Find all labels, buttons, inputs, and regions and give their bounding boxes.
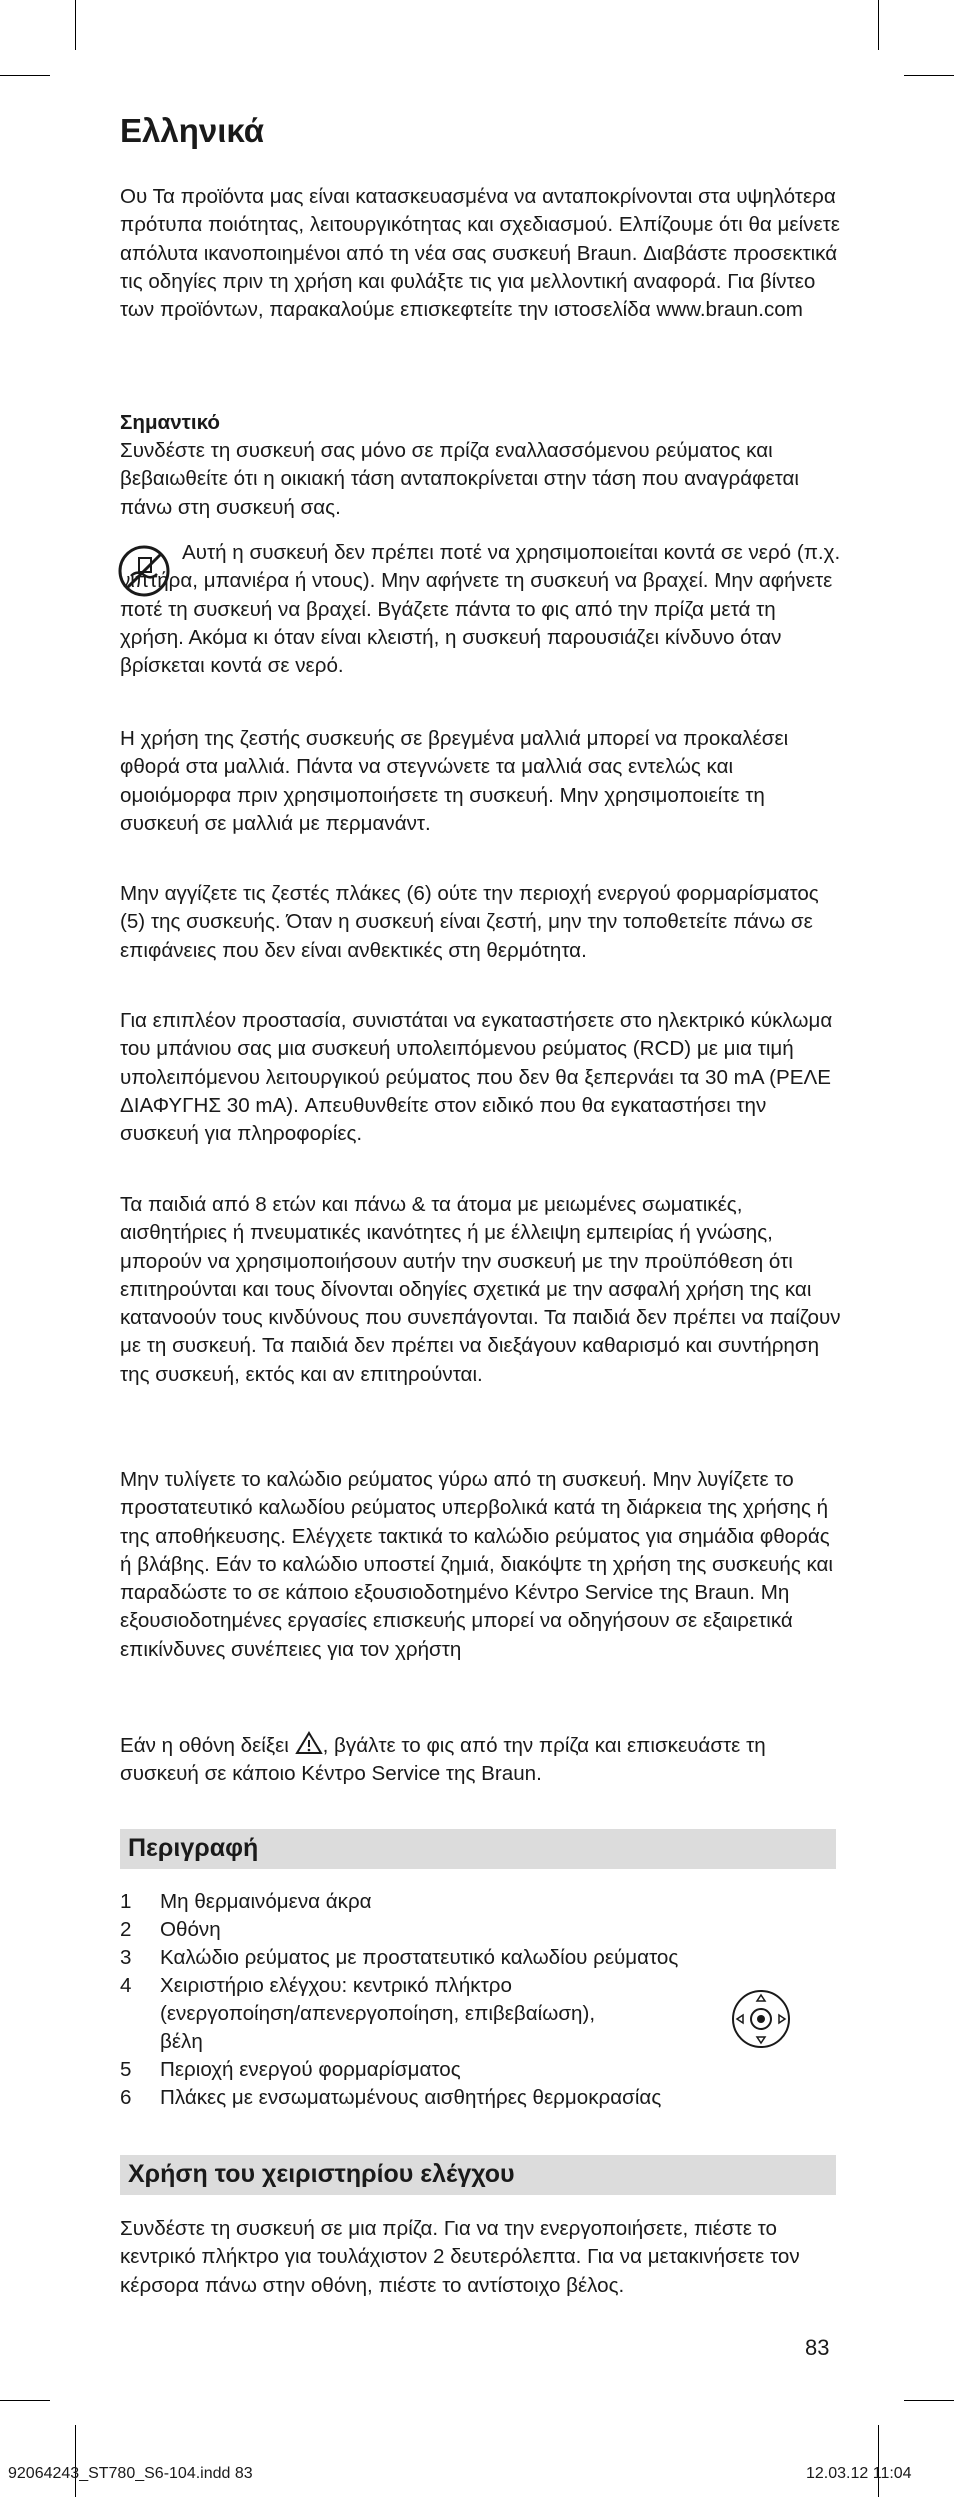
control-section-header bbox=[120, 2155, 836, 2195]
footer-date: 12.03.12 11:04 bbox=[806, 2465, 912, 2482]
item-number: 5 bbox=[120, 2058, 132, 2081]
display-warning-text-end: , βγάλτε το φις από την πρίζα και επισκευάστε τη συσκευή σε κάποιο Κέντρο Service της Braun. bbox=[120, 1734, 766, 1786]
item-text: (ενεργοποίηση/απενεργοποίηση, επιβεβαίωση), bbox=[160, 2002, 596, 2025]
display-warning-paragraph bbox=[120, 1731, 842, 1789]
crop-mark bbox=[878, 0, 879, 50]
control-heading: Χρήση του χειριστηρίου ελέγχου bbox=[128, 2160, 515, 2188]
crop-mark bbox=[0, 2400, 50, 2401]
crop-mark bbox=[75, 2425, 76, 2497]
crop-mark bbox=[904, 75, 954, 76]
item-text: Περιοχή ενεργού φορμαρίσματος bbox=[160, 2058, 461, 2081]
hot-plates-paragraph: Μην αγγίζετε τις ζεστές πλάκες (6) ούτε την περιοχή ενεργού φορμαρίσματος (5) της συσκευής. Όταν η συσκευή είναι ζεστή, μην την τοποθετείτε πάνω σε επιφάνειες που δεν είναι ανθεκτικές στη θερμότητα. bbox=[120, 882, 819, 962]
item-text: Πλάκες με ενσωματωμένους αισθητήρες θερμοκρασίας bbox=[160, 2086, 662, 2109]
page-number: 83 bbox=[805, 2335, 830, 2360]
description-heading: Περιγραφή bbox=[128, 1834, 259, 1862]
control-pad-icon bbox=[730, 1988, 792, 2050]
item-text: Καλώδιο ρεύματος με προστατευτικό καλωδίου ρεύματος bbox=[160, 1946, 679, 1969]
control-paragraph: Συνδέστε τη συσκευή σε μια πρίζα. Για να την ενεργοποιήσετε, πιέστε το κεντρικό πλήκτρο για τουλάχιστον 2 δευτερόλεπτα. Για να μετακινήσετε τον κέρσορα πάνω στην οθόνη, πιέστε το αντίστοιχο βέλος. bbox=[120, 2217, 800, 2297]
display-warning-text-start: Εάν η οθόνη δείξει bbox=[120, 1734, 289, 1757]
item-number: 3 bbox=[120, 1946, 132, 1969]
children-paragraph: Τα παιδιά από 8 ετών και πάνω & τα άτομα με μειωμένες σωματικές, αισθητήριες ή πνευματικές ικανότητες ή με έλλειψη εμπειρίας ή γνώσης, μπορούν να χρησιμοποιήσουν αυτήν την συσκευή με την προϋπόθεση ότι επιτηρούνται και τους δίνονται οδηγίες σχετικά με την ασφαλή χρήση της και κατανοούν τους κινδύνους που συνεπάγονται. Τα παιδιά δεν πρέπει να παίζουν με τη συσκευή. Τα παιδιά δεν πρέπει να διεξάγουν καθαρισμό και συντήρηση της συσκευή, εκτός και αν επιτηρούνται. bbox=[120, 1193, 841, 1386]
water-warning-paragraph: Αυτή η συσκευή δεν πρέπει ποτέ να χρησιμοποιείται κοντά σε νερό (π.χ. νιπτήρα, μπανιέρα ή ντους). Μην αφήνετε τη συσκευή να βραχεί. Μην αφήνετε ποτέ τη συσκευή να βραχεί. Βγάζετε πάντα το φις από την πρίζα μετά τη χρήση. Ακόμα κι όταν είναι κλειστή, η συσκευή παρουσιάζει κίνδυνο όταν βρίσκεται κοντά σε νερό. bbox=[120, 541, 841, 678]
crop-mark bbox=[904, 2400, 954, 2401]
cord-paragraph: Μην τυλίγετε το καλώδιο ρεύματος γύρω από τη συσκευή. Μην λυγίζετε το προστατευτικό καλωδίου ρεύματος υπερβολικά κατά τη διάρκεια της χρήσης ή της αποθήκευσης. Ελέγχετε τακτικά το καλώδιο ρεύματος για σημάδια φθοράς ή βλάβης. Εάν το καλώδιο υποστεί ζημιά, διακόψτε τη χρήση της συσκευής και παραδώστε το σε κάποιο εξουσιοδοτημένο Κέντρο Service της Braun. Μη εξουσιοδοτημένες εργασίες επισκευής μπορεί να οδηγήσουν σε εξαιρετικά επικίνδυνες συνέπειες για τον χρήστη bbox=[120, 1468, 834, 1661]
item-number: 6 bbox=[120, 2086, 132, 2109]
item-number: 1 bbox=[120, 1890, 132, 1913]
crop-mark bbox=[0, 75, 50, 76]
item-text: Μη θερμαινόμενα άκρα bbox=[160, 1890, 372, 1913]
item-number: 2 bbox=[120, 1918, 132, 1941]
item-number: 4 bbox=[120, 1974, 132, 1997]
item-text: Χειριστήριο ελέγχου: κεντρικό πλήκτρο bbox=[160, 1974, 512, 1997]
page-title: Ελληνικά bbox=[120, 112, 264, 149]
rcd-paragraph: Για επιπλέον προστασία, συνιστάται να εγκαταστήσετε στο ηλεκτρικό κύκλωμα του μπάνιου σας μια συσκευή υπολειπόμενου ρεύματος (RCD) με μια τιμή υπολειπόμενου λειτουργικού ρεύματος που δεν θα ξεπερνάει τα 30 mA (ΡΕΛΕ ΔΙΑΦΥΓΗΣ 30 mA). Απευθυνθείτε στον ειδικό που θα εγκαταστήσει την συσκευή για πληροφορίες. bbox=[120, 1009, 833, 1146]
crop-mark bbox=[75, 0, 76, 50]
wet-hair-paragraph: Η χρήση της ζεστής συσκευής σε βρεγμένα μαλλιά μπορεί να προκαλέσει φθορά στα μαλλιά. Πάντα να στεγνώνετε τα μαλλιά σας εντελώς και ομοιόμορφα πριν χρησιμοποιήσετε τη συσκευή. Μην χρησιμοποιείτε τη συσκευή σε μαλλιά με περμανάντ. bbox=[120, 727, 789, 835]
important-heading: Σημαντικό bbox=[120, 411, 220, 434]
description-section-header bbox=[120, 1829, 836, 1869]
item-text: Οθόνη bbox=[160, 1918, 221, 1941]
crop-mark bbox=[878, 2425, 879, 2497]
important-paragraph: Συνδέστε τη συσκευή σας μόνο σε πρίζα εναλλασσόμενου ρεύματος και βεβαιωθείτε ότι η οικιακή τάση ανταποκρίνεται στην τάση που αναγράφεται πάνω στη συσκευή σας. bbox=[120, 439, 799, 519]
footer-file-info: 92064243_ST780_S6-104.indd 83 bbox=[8, 2465, 253, 2482]
intro-paragraph: Ου Τα προϊόντα μας είναι κατασκευασμένα να ανταποκρίνονται στα υψηλότερα πρότυπα ποιότητας, λειτουργικότητας και σχεδιασμού. Ελπίζουμε ότι θα μείνετε απόλυτα ικανοποιημένοι από τη νέα σας συσκευή Braun. Διαβάστε προσεκτικά τις οδηγίες πριν τη χρήση και φυλάξτε τις για μελλοντική αναφορά. Για βίντεο των προϊόντων, παρακαλούμε επισκεφτείτε την ιστοσελίδα www.braun.com bbox=[120, 185, 840, 322]
item-text: βέλη bbox=[160, 2030, 203, 2053]
warning-triangle-icon bbox=[295, 1731, 323, 1755]
